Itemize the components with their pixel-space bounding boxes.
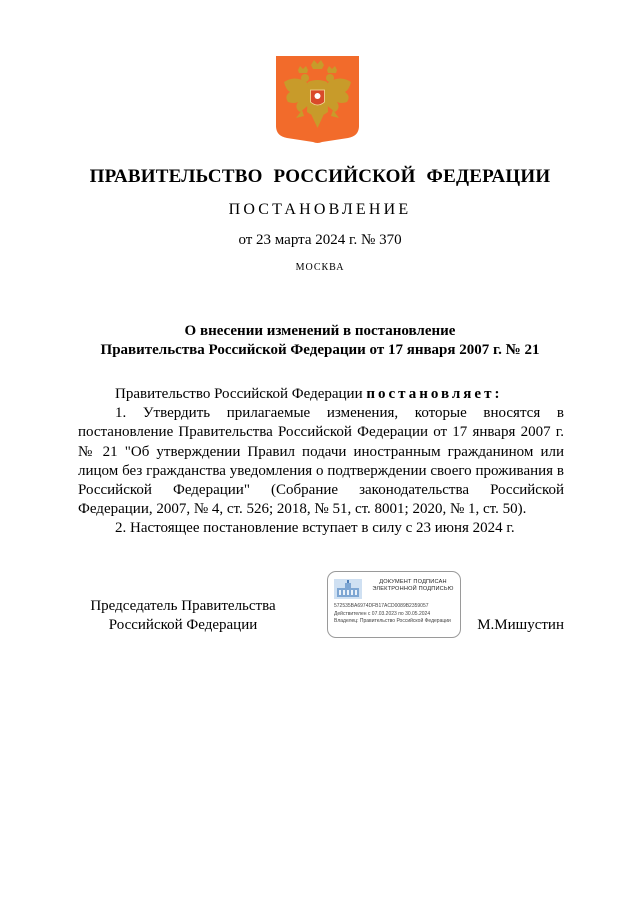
intro-paragraph — [78, 385, 564, 404]
stamp-title-line-1: ДОКУМЕНТ ПОДПИСАН — [379, 579, 447, 585]
electronic-signature-stamp — [327, 571, 461, 638]
signatory-name: М.Мишустин — [477, 617, 564, 633]
intro-text: Правительство Российской Федерации — [115, 386, 367, 402]
stamp-owner: Владелец: Правительство Российской Федерации — [334, 618, 451, 624]
signatory-role-line-2: Российской Федерации — [108, 617, 258, 633]
stamp-title-line-2: ЭЛЕКТРОННОЙ ПОДПИСЬЮ — [372, 586, 454, 592]
document-city: МОСКВА — [295, 262, 345, 273]
item-1-paragraph: 1. Утвердить прилагаемые изменения, которые вносятся в постановление Правительства Российской Федерации от 17 января 2007 г. № 21 "Об утверждении Правил подачи иностранным гражданином или лицом без гражданства уведомления о подтверждении своего проживания в Российской Федерации" (Собрание законодательства Российской Федерации, 2007, № 4, ст. 526; 2018, № 51, ст. 8001; 2020, № 1, ст. 50). — [78, 405, 564, 518]
stamp-certificate-serial: 572535BA6974DFB17ACD0089B2359057 — [334, 603, 429, 609]
document-type: ПОСТАНОВЛЕНИЕ — [228, 201, 412, 218]
coat-of-arms-emblem — [276, 56, 359, 144]
item-2-paragraph: 2. Настоящее постановление вступает в силу с 23 июня 2024 г. — [115, 520, 515, 537]
subject-line-1: О внесении изменений в постановление — [184, 323, 456, 339]
intro-verb: постановляет: — [366, 386, 503, 402]
government-title: ПРАВИТЕЛЬСТВО РОССИЙСКОЙ ФЕДЕРАЦИИ — [89, 166, 551, 187]
building-icon — [334, 579, 362, 599]
subject-line-2: Правительства Российской Федерации от 17 января 2007 г. № 21 — [100, 342, 540, 358]
signatory-role — [78, 597, 288, 635]
signature-block — [78, 597, 564, 647]
document-subject — [0, 322, 640, 360]
document-body — [78, 385, 564, 539]
stamp-title — [368, 579, 458, 593]
document-date-number: от 23 марта 2024 г. № 370 — [238, 232, 402, 248]
signatory-role-line-1: Председатель Правительства — [90, 598, 276, 614]
stamp-validity: Действителен с 07.03.2023 по 30.05.2024 — [334, 611, 431, 617]
